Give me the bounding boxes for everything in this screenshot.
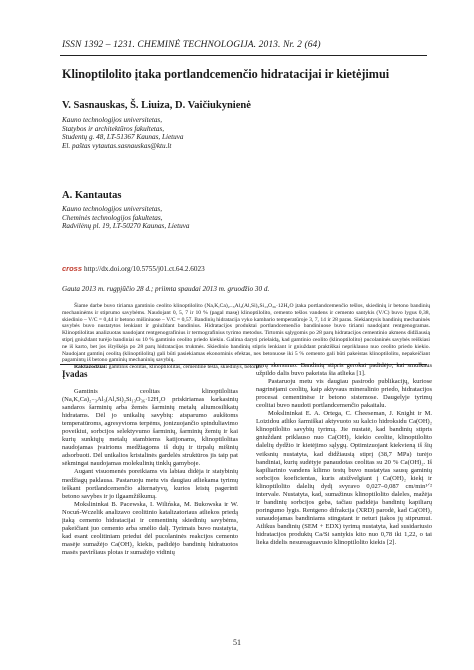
affiliation-line: Kauno technologijos universitetas, [62,116,163,124]
abstract [62,303,430,371]
affiliation-line: Cheminės technologijos fakultetas, [62,213,163,222]
paragraph: Mokslininkai B. Pacewska, I. Wilińska, M. Bukowska ir W. Nocuń-Wczelik analizavo ceolitinio katalizatoriaus atliekos priedą įtaką cemento hidratacijai ir cementinių skiedinių savybėms, pakeičiant juo cemento arba smėlio dalį. Tyrimais buvo nustatyta, kad esant ceolitiniam priedui dėl pucolaninės reakcijos cemento masėje sumažėjo Ca(OH)₂ kiekis, padidėjo bandinių hidratuotos masės paviršiaus plotas ir sumažėjo vidinių [62,500,238,556]
page-number: 51 [233,638,241,647]
paragraph: Gamtinis ceolitas klinoptilolitas (Na,K,Ca)₂₋₃Al₃(Al,Si)₂Si₁₃O₃₆·12H₂O priskiriamas karkasinių sandaros šarminių arba žemės šarminių metalų aliumosilikatų hidratams. Dėl jo unikalių savybių: atsparumo aukštoms temperatūroms, agresyvioms terpėms, jonizuojančio spinduliavimo poveikiui, sorbcijos selektyvumo šarminių, šarminių žemių ir kai kurių sunkiųjų metalų stambiems katijonams, klinoptilolitas naudojamas įvairioms medžiagoms iš dujų ir tirpalų mišinių adsorbuoti. Dėl unikalios kristalinės gardelės struktūros jis taip pat sėkmingai naudojamas molekulinių tinklų gamyboje. [62,388,238,468]
paragraph: Pastaruoju metu vis daugiau pasirodo publikacijų, kuriose nagrinėjami ceolitų, kaip aktyvaus mineralinio priedo, hidratacijos procesai cementinėse ir betono sistemose. Daugelyje tyrimų ceolitai buvo naudoti portlandcemenčio pakaitalu. [256,378,432,410]
keywords-list: gamtinis ceolitas, klinoptilolitas, cementinė tešla, skiedinys, betonas. [108,364,263,371]
affiliation-line: Statybos ir architektūros fakultetas, [62,124,165,133]
right-column [256,362,432,547]
left-column [62,384,238,557]
affiliation-line: Kauno technologijos universitetas, [62,205,163,213]
section-heading: Įvadas [62,369,88,379]
crossref-icon: cross [62,264,83,273]
affiliation-2 [62,205,302,231]
paragraph: Mokslininkai E. A. Ortega, C. Cheeseman, J. Knight ir M. Loizidou atliko šarmiškai aktyvuoto su kalcio hidroksidu Ca(OH)₂ klinoptilolito savybių tyrimą. Jie nustatė, kad bandinių stipris gniuždant priklauso nuo Ca(OH)₂ kiekio ceolite, klinoptilolito dalelių dydžio ir kietėjimo sąlygų. Optimizuojant kiekvieną iš šių veiksnių nustatyta, kad didžiausią stiprį (38,7 MPa) turėjo bandiniai, kurių sudėtyje panaudotas ceolitas su 20 % Ca(OH)₂. Iš kapiliarinio vandens kilimo testų buvo nustatytas sausų gaminių sorbcijos koeficientas, kuris atsižvelgiant į Ca(OH)₂ kiekį ir klinoptilolito dalelių dydį svyravo 0,027–0,087 cm/min¹ᐟ² intervale. Nustatyta, kad, sumažinus klinoptilolito daleles, mažėja ir bandinių sorbcijos geba, tačiau padidėja bandinių kapiliarų poringumo lygis. Rentgeno difrakcija (XRD) parodė, kad Ca(OH)₂ sunaudojamas bandiniams stingstant ir neturi įtakos jų stiprumui. Atlikus bandinių (SEM + EDX) tyrimą nustatyta, kad susidariusio hidratacijos produktų Ca/Si santykis kito nuo 0,78 iki 1,22, o tai lieka didelis nesureaguavusio klinoptilolito kiekis [2]. [256,410,432,547]
paragraph: Augant visuomenės poreikiams vis labiau didėja ir statybinių medžiagų paklausa. Pastaruoju metu vis daugiau atliekama tyrimų ieškant portlandcemenčio alternatyvų, kurios leistų pagerinti betono savybes ir jo ilgaamžiškumą. [62,468,238,500]
keywords-label: Raktažodžiai: [74,364,108,371]
article-title: Klinoptilolito įtaka portlandcemenčio hidratacijai ir kietėjimui [62,67,390,81]
paragraph: porų skersmuo. Bandinių stipris gerokai padidėjo, kai smulkaus užpildo dalis buvo pakeista šia atlieka [1]. [256,362,432,378]
affiliation-email: El. paštas vytautas.sasnauskas@ktu.lt [62,141,172,150]
affiliation-line: Studentų g. 48, LT-51367 Kaunas, Lietuva [62,133,184,142]
doi-line [62,264,205,273]
abstract-body: Šiame darbe buvo tiriama gamtinio ceolito klinoptilolito (Na,K,Ca)₂₋₃Al₃(Al,Si)₂Si₁₃O₃₆·12H₂O įtaka portlandcemenčio tešlos, skiedinių ir betono bandinių mechaninėms ir stiprumo savybėms. Naudojant 0, 5, 7 ir 10 % (pagal masę) klinoptilolito, cemento tešlos vandens ir cemento santykis (V/C) buvo lygus 0,38, skiedinio – V/C = 0,44 ir betono mišiniuose – V/C = 0,57. Bandinių hidratacija vyko kambario temperatūroje 3, 7, 14 ir 28 paras. Siekiantysis bandinių mechaninės savybės buvo nustatytos lenkiant ir gniuždant bandinius. Hidratacijos produktai portlandcemenčio bandiniuose buvo tiriami naudojant rentgenogramas. Klinoptilolitas analizuotas naudojant rentgenografinius ir termografinius tyrimo metodus. Tirtomis sąlygomis po 28 parų hidratacijos cementinio akmens didžiausią stiprį gniuždant turėjo bandiniai su 10 % gamtinio ceolito priedo kiekiu. Galima daryti prielaidą, kad gamtinio ceolito (klinoptilolito) pucolaninės savybės reiškiasi ne iš karto, bet jos išryškėja po 28 parų hidratacijos trukmės. Skiedinio bandinių stipris lenkiant ir gniuždant praktiškai nepriklauso nuo ceolito priedo kiekio. Naudojant gamtinį ceolitą (klinoptilolitą) gali būti pasiekiamas ekonominis efektas, nes betonuose iki 5 % cemento gali būti pakeistas klinoptilolitu, nepakeičiant pagamintų iš betono gaminių mechaninių savybių. [62,303,430,364]
received-date: Gauta 2013 m. rugpjūčio 28 d.; priimta spaudai 2013 m. gruodžio 30 d. [62,285,270,293]
affiliation-line: Radvilėnų pl. 19, LT-50270 Kaunas, Lietuva [62,222,190,231]
authors-line-2: A. Kantautas [62,190,122,201]
header-divider [60,55,427,56]
journal-header: ISSN 1392 – 1231. CHEMINĖ TECHNOLOGIJA. 2013. Nr. 2 (64) [62,40,321,50]
doi-link[interactable]: http://dx.doi.org/10.5755/j01.ct.64.2.6023 [84,264,205,273]
affiliation-1 [62,116,302,150]
authors-line-1: V. Sasnauskas, Š. Liuiza, D. Vaičiukynienė [62,100,251,111]
